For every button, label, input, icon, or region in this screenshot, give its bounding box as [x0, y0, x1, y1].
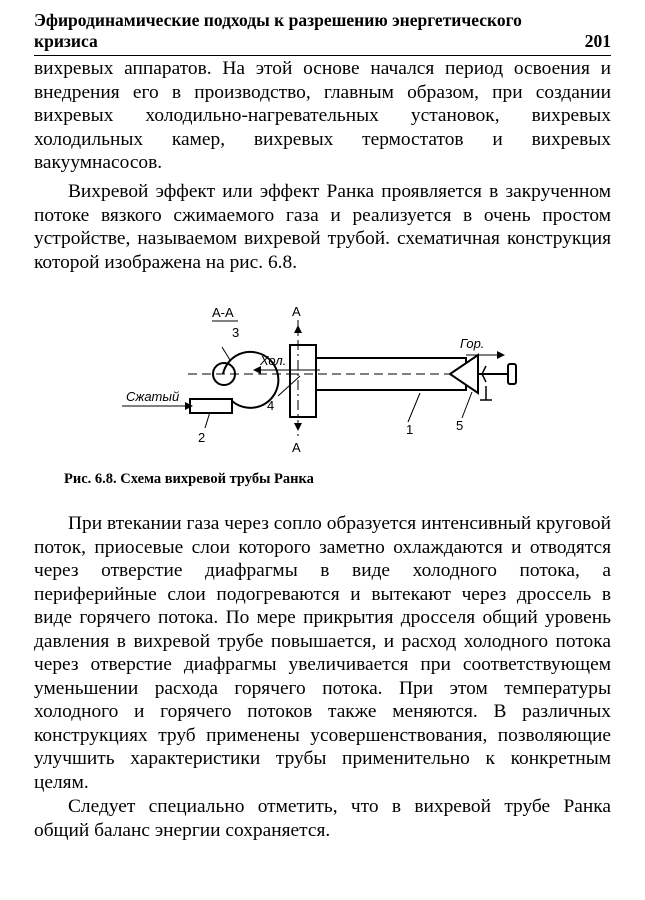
inlet-nozzle — [190, 399, 232, 413]
section-label: А-А — [212, 305, 234, 320]
label-2: 2 — [198, 430, 206, 445]
hot-label: Гор. — [460, 336, 485, 351]
header-rule — [34, 55, 611, 56]
leader-2 — [205, 412, 210, 428]
paragraph-1: вихревых аппаратов. На этой основе начался период освоения и внедрения его в производство, главным образом, при создании вихревых холодильно-нагревательных установок, вихревых холодильных камер, вихревых термостатов и вихревых вакуумнасосов. — [34, 58, 611, 173]
leader-5 — [462, 392, 472, 418]
section-mark-top: А — [292, 304, 301, 319]
paragraph-4: Следует специально отметить, что в вихревой трубе Ранка общий баланс энергии сохраняется. — [34, 796, 611, 841]
vortex-tube-diagram — [120, 300, 540, 460]
section-view — [122, 305, 278, 445]
page-number: 201 — [584, 31, 611, 51]
leader-1 — [408, 393, 420, 422]
valve-handle — [508, 364, 516, 384]
leader-3 — [222, 347, 230, 360]
paragraph-2: Вихревой эффект или эффект Ранка проявляется в закрученном потоке вязкого сжимаемого газа и реализуется в очень простом устройстве, называемом вихревой трубой. схематичная конструкция которой изображена на рис. 6.8. — [34, 181, 611, 273]
compressed-label: Сжатый — [126, 389, 180, 404]
label-4: 4 — [267, 398, 275, 413]
figure-caption: Рис. 6.8. Схема вихревой трубы Ранка — [64, 471, 314, 487]
label-5: 5 — [456, 418, 464, 433]
vortex-tube-figure — [120, 300, 540, 460]
label-1: 1 — [406, 422, 414, 437]
label-3: 3 — [232, 325, 240, 340]
running-header — [34, 10, 611, 52]
section-mark-bottom: А — [292, 440, 301, 455]
cold-label: Хол. — [260, 353, 287, 368]
paragraph-3: При втекании газа через сопло образуется интенсивный круговой поток, приосевые слои которого заметно охлаждаются и отводятся через отверстие диафрагмы в виде холодного потока, а периферийные слои подогреваются и вытекают через дроссель в виде горячего потока. По мере прикрытия дросселя общий уровень давления в вихревой трубе повышается, и расход холодного потока через отверстие диафрагмы увеличивается при соответствующем уменьшении расхода горячего потока. При этом температуры холодного и горячего потоков также меняются. В различных конструкциях труб применены усовершенствования, позволяющие улучшить характеристики трубы применительно к конкретным целям. — [34, 513, 611, 793]
running-header-title: Эфиродинамические подходы к разрешению энергетического кризиса — [34, 10, 522, 51]
